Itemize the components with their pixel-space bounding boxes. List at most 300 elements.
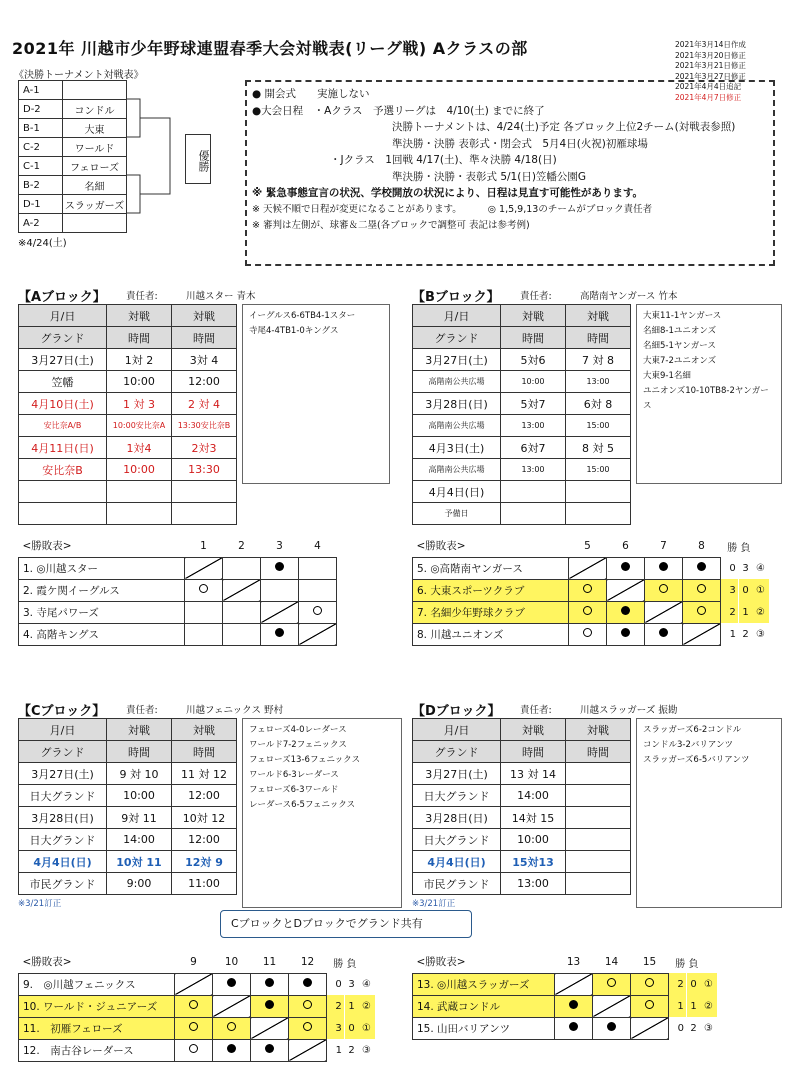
schedule-cell: 10:00 bbox=[107, 785, 172, 807]
bracket-label: 《決勝トーナメント対戦表》 bbox=[14, 70, 144, 81]
schedule-row bbox=[19, 763, 237, 785]
schedule-date-cell: 4月4日(日) bbox=[413, 851, 501, 873]
schedule-header-row bbox=[19, 741, 237, 763]
result-cell bbox=[593, 1017, 631, 1039]
schedule-cell bbox=[501, 481, 566, 503]
schedule-row bbox=[19, 785, 237, 807]
result-line: フェローズ4-0レーダース bbox=[249, 725, 347, 735]
header-time: 時間 bbox=[566, 741, 631, 763]
header-date: 月/日 bbox=[19, 305, 107, 327]
correction-note: ※3/21訂正 bbox=[412, 899, 456, 909]
win-loss-col-header: 3 bbox=[261, 535, 299, 557]
result-cell bbox=[185, 579, 223, 601]
block-header bbox=[412, 700, 792, 718]
result-line: ユニオンズ10-10TB8-2ヤンガース bbox=[643, 386, 769, 411]
loss-mark-icon bbox=[275, 562, 284, 571]
win-loss-col-header: 11 bbox=[251, 951, 289, 973]
result-line: コンドル3-2バリアンツ bbox=[643, 740, 734, 750]
loss-mark-icon bbox=[265, 1044, 274, 1053]
win-loss-row bbox=[413, 1017, 717, 1039]
info-weather: ※ 天候不順で日程が変更になることがあります。 bbox=[252, 203, 462, 215]
bracket-team bbox=[63, 81, 127, 100]
result-cell bbox=[645, 601, 683, 623]
result-line: 大東11-1ヤンガース bbox=[643, 311, 722, 321]
team-name: 6. 大東スポーツクラブ bbox=[413, 579, 569, 601]
schedule-cell: 9 対 10 bbox=[107, 763, 172, 785]
header-time: 時間 bbox=[501, 327, 566, 349]
team-name: 2. 霞ケ関イーグルス bbox=[19, 579, 185, 601]
loss-mark-icon bbox=[621, 628, 630, 637]
responsible-label: 責任者: bbox=[520, 705, 552, 716]
bracket-date: ※4/24(土) bbox=[18, 238, 67, 249]
loss-mark-icon bbox=[697, 562, 706, 571]
losses-count: 2 bbox=[690, 1022, 697, 1034]
win-mark-icon bbox=[645, 1000, 654, 1009]
rank-header bbox=[359, 951, 375, 973]
wins-count: 3 bbox=[721, 579, 739, 601]
schedule-cell bbox=[172, 503, 237, 525]
schedule-row bbox=[413, 459, 631, 481]
info-final-tournament: 決勝トーナメントは、4/24(土)予定 各ブロック上位2チーム(対戦表参照) bbox=[392, 121, 736, 133]
results-box bbox=[242, 718, 402, 908]
win-loss-c bbox=[18, 951, 375, 1062]
result-cell bbox=[185, 623, 223, 645]
winner-box: 優勝 bbox=[185, 134, 211, 184]
result-cell bbox=[223, 579, 261, 601]
win-loss-col-header: 15 bbox=[631, 951, 669, 973]
result-cell bbox=[631, 973, 669, 995]
win-loss-row bbox=[19, 601, 337, 623]
result-line: イーグルス6-6TB4-1スター bbox=[249, 311, 356, 321]
result-line: フェローズ13-6フェニックス bbox=[249, 755, 361, 765]
schedule-row bbox=[413, 349, 631, 371]
result-cell bbox=[175, 1017, 213, 1039]
losses-count: 1 bbox=[687, 995, 701, 1017]
schedule-date-cell: 4月3日(土) bbox=[413, 437, 501, 459]
win-mark-icon bbox=[697, 606, 706, 615]
win-loss-table bbox=[412, 535, 769, 646]
info-umpire: ※ 審判は左側が、球審＆二塁(各ブロックで調整可 表記は参考例) bbox=[252, 220, 530, 231]
schedule-date-cell: 3月27日(土) bbox=[19, 349, 107, 371]
header-match: 対戦 bbox=[501, 719, 566, 741]
loss-mark-icon bbox=[265, 1000, 274, 1009]
team-name: 9. ◎川越フェニックス bbox=[19, 973, 175, 995]
schedule-cell: 13:30 bbox=[172, 459, 237, 481]
bracket-row bbox=[19, 119, 127, 138]
block-name: 【Dブロック】 bbox=[412, 704, 501, 719]
result-cell bbox=[593, 973, 631, 995]
win-loss-row bbox=[413, 973, 717, 995]
wins-count: 1 bbox=[729, 628, 736, 640]
result-cell bbox=[683, 557, 721, 579]
result-cell bbox=[251, 1039, 289, 1061]
result-cell bbox=[213, 973, 251, 995]
win-loss-row bbox=[19, 1017, 375, 1039]
schedule-cell: 12:00 bbox=[172, 371, 237, 393]
schedule-row bbox=[19, 349, 237, 371]
win-mark-icon bbox=[227, 1022, 236, 1031]
schedule-date-cell bbox=[19, 481, 107, 503]
result-cell bbox=[569, 557, 607, 579]
result-cell bbox=[645, 557, 683, 579]
loss-mark-icon bbox=[659, 562, 668, 571]
schedule-cell bbox=[566, 807, 631, 829]
losses-header: 負 bbox=[688, 958, 699, 970]
schedule-cell bbox=[566, 829, 631, 851]
header-match: 対戦 bbox=[172, 719, 237, 741]
schedule-date-cell: 日大グランド bbox=[413, 829, 501, 851]
team-name: 15. 山田バリアンツ bbox=[413, 1017, 555, 1039]
bracket-row bbox=[19, 81, 127, 100]
win-loss-col-header: 5 bbox=[569, 535, 607, 557]
schedule-cell: 13:00 bbox=[501, 873, 566, 895]
block-name: 【Bブロック】 bbox=[412, 290, 500, 305]
win-mark-icon bbox=[189, 1000, 198, 1009]
rank: ② bbox=[359, 995, 375, 1017]
rank: ① bbox=[753, 579, 769, 601]
win-loss-col-header: 4 bbox=[299, 535, 337, 557]
schedule-cell: 13:00 bbox=[501, 459, 566, 481]
header-ground: グランド bbox=[19, 327, 107, 349]
schedule-date-cell: 安比奈A/B bbox=[19, 415, 107, 437]
win-mark-icon bbox=[583, 628, 592, 637]
result-cell bbox=[299, 623, 337, 645]
schedule-cell: 10:00 bbox=[107, 459, 172, 481]
block-header bbox=[18, 286, 398, 304]
schedule-row bbox=[19, 393, 237, 415]
schedule-cell: 1対 2 bbox=[107, 349, 172, 371]
schedule-row bbox=[413, 437, 631, 459]
win-mark-icon bbox=[607, 978, 616, 987]
schedule-row bbox=[19, 851, 237, 873]
win-loss-row bbox=[19, 1039, 375, 1061]
result-cell bbox=[261, 623, 299, 645]
win-loss-row bbox=[413, 623, 769, 645]
schedule-date-cell: 笠幡 bbox=[19, 371, 107, 393]
schedule-header-row bbox=[413, 327, 631, 349]
win-mark-icon bbox=[313, 606, 322, 615]
result-cell bbox=[569, 579, 607, 601]
win-loss-row bbox=[19, 557, 337, 579]
schedule-cell: 14:00 bbox=[107, 829, 172, 851]
result-line: フェローズ6-3ワールド bbox=[249, 785, 339, 795]
schedule-row bbox=[413, 851, 631, 873]
win-mark-icon bbox=[659, 584, 668, 593]
schedule-row bbox=[19, 437, 237, 459]
revision-6: 2021年4月7日修正 bbox=[675, 92, 742, 102]
rank: ④ bbox=[756, 562, 765, 574]
responsible-person: 川越スター 青木 bbox=[186, 291, 256, 302]
responsible-label: 責任者: bbox=[126, 705, 158, 716]
header-ground: グランド bbox=[19, 741, 107, 763]
schedule-date-cell: 市民グランド bbox=[413, 873, 501, 895]
schedule-date-cell: 4月4日(日) bbox=[19, 851, 107, 873]
schedule-cell: 12:00 bbox=[172, 785, 237, 807]
bracket-team: 大東 bbox=[63, 119, 127, 138]
schedule-cell: 10:00安比奈A bbox=[107, 415, 172, 437]
team-name: 10. ワールド・ジュニアーズ bbox=[19, 995, 175, 1017]
schedule-header-row bbox=[19, 305, 237, 327]
win-mark-icon bbox=[583, 584, 592, 593]
result-cell bbox=[223, 557, 261, 579]
bracket-team: ワールド bbox=[63, 138, 127, 157]
bracket-code: B-1 bbox=[19, 119, 63, 138]
rank: ② bbox=[701, 995, 717, 1017]
responsible-person: 川越スラッガーズ 振勘 bbox=[580, 705, 678, 716]
team-name: 12. 南古谷レーダース bbox=[19, 1039, 175, 1061]
schedule-row bbox=[19, 873, 237, 895]
team-name: 11. 初雁フェローズ bbox=[19, 1017, 175, 1039]
loss-mark-icon bbox=[607, 1022, 616, 1031]
result-cell bbox=[289, 1039, 327, 1061]
result-cell bbox=[261, 579, 299, 601]
bracket-team bbox=[63, 214, 127, 233]
wins-count: 0 bbox=[677, 1022, 684, 1034]
info-j-class: ・Jクラス 1回戦 4/17(土)、準々決勝 4/18(日) bbox=[330, 154, 557, 166]
win-mark-icon bbox=[189, 1044, 198, 1053]
schedule-cell: 12:00 bbox=[172, 829, 237, 851]
schedule-header-row bbox=[413, 719, 631, 741]
block-d bbox=[412, 700, 792, 909]
schedule-cell bbox=[566, 503, 631, 525]
result-cell bbox=[555, 995, 593, 1017]
team-name: 3. 寺尾パワーズ bbox=[19, 601, 185, 623]
schedule-date-cell: 高階南公共広場 bbox=[413, 459, 501, 481]
result-cell bbox=[289, 973, 327, 995]
win-loss-row bbox=[19, 623, 337, 645]
result-cell bbox=[607, 623, 645, 645]
schedule-row bbox=[19, 415, 237, 437]
info-semifinal: 準決勝・決勝 表彰式・閉会式 5月4日(火祝)初雁球場 bbox=[392, 137, 648, 150]
win-loss-label: <勝敗表> bbox=[416, 956, 466, 969]
rank-header bbox=[753, 535, 769, 557]
bracket-code: D-1 bbox=[19, 195, 63, 214]
info-j-final: 準決勝・決勝・表彰式 5/1(日)笠幡公園G bbox=[392, 170, 587, 183]
win-loss-col-header: 6 bbox=[607, 535, 645, 557]
win-loss-row bbox=[19, 973, 375, 995]
bracket-code: C-1 bbox=[19, 157, 63, 176]
rank: ③ bbox=[362, 1044, 371, 1056]
result-cell bbox=[683, 601, 721, 623]
schedule-cell: 1対4 bbox=[107, 437, 172, 459]
schedule-cell bbox=[172, 481, 237, 503]
schedule-table bbox=[18, 718, 237, 895]
header-date: 月/日 bbox=[413, 305, 501, 327]
rank: ① bbox=[359, 1017, 375, 1039]
results-box bbox=[636, 718, 782, 908]
bracket-code: D-2 bbox=[19, 100, 63, 119]
team-name: 14. 武蔵コンドル bbox=[413, 995, 555, 1017]
schedule-header-row bbox=[413, 305, 631, 327]
win-loss-row bbox=[413, 995, 717, 1017]
schedule-cell: 8 対 5 bbox=[566, 437, 631, 459]
loss-mark-icon bbox=[227, 1044, 236, 1053]
win-loss-header-row bbox=[413, 535, 769, 557]
schedule-cell: 11:00 bbox=[172, 873, 237, 895]
schedule-date-cell: 市民グランド bbox=[19, 873, 107, 895]
schedule-row bbox=[413, 763, 631, 785]
win-loss-a bbox=[18, 535, 337, 646]
win-mark-icon bbox=[583, 606, 592, 615]
header-time: 時間 bbox=[172, 327, 237, 349]
schedule-cell: 13 対 14 bbox=[501, 763, 566, 785]
schedule-cell: 9:00 bbox=[107, 873, 172, 895]
win-loss-col-header: 7 bbox=[645, 535, 683, 557]
loss-mark-icon bbox=[227, 978, 236, 987]
responsible-label: 責任者: bbox=[126, 291, 158, 302]
schedule-cell: 6対 8 bbox=[566, 393, 631, 415]
schedule-table bbox=[412, 304, 631, 525]
schedule-header-row bbox=[413, 741, 631, 763]
win-loss-label: <勝敗表> bbox=[22, 956, 72, 969]
wins-header: 勝 bbox=[333, 958, 344, 970]
bracket-row bbox=[19, 195, 127, 214]
block-a bbox=[18, 286, 398, 525]
losses-count: 0 bbox=[345, 1017, 359, 1039]
schedule-cell: 14対 15 bbox=[501, 807, 566, 829]
result-line: レーダース6-5フェニックス bbox=[249, 800, 356, 810]
schedule-date-cell: 3月28日(日) bbox=[413, 807, 501, 829]
bracket-team: コンドル bbox=[63, 100, 127, 119]
result-cell bbox=[213, 1039, 251, 1061]
bracket-code: A-2 bbox=[19, 214, 63, 233]
bracket-code: B-2 bbox=[19, 176, 63, 195]
schedule-cell: 2対3 bbox=[172, 437, 237, 459]
schedule-cell: 13:00 bbox=[501, 415, 566, 437]
schedule-cell: 2 対 4 bbox=[172, 393, 237, 415]
schedule-row bbox=[19, 829, 237, 851]
win-loss-header-row bbox=[413, 951, 717, 973]
schedule-date-cell: 3月28日(日) bbox=[413, 393, 501, 415]
losses-count: 2 bbox=[348, 1044, 355, 1056]
wins-count: 0 bbox=[729, 562, 736, 574]
header-date: 月/日 bbox=[413, 719, 501, 741]
block-b bbox=[412, 286, 792, 525]
schedule-table bbox=[412, 718, 631, 895]
schedule-date-cell: 4月4日(日) bbox=[413, 481, 501, 503]
win-loss-row bbox=[19, 579, 337, 601]
result-cell bbox=[289, 995, 327, 1017]
schedule-cell: 13:30安比奈B bbox=[172, 415, 237, 437]
loss-mark-icon bbox=[569, 1022, 578, 1031]
header-date: 月/日 bbox=[19, 719, 107, 741]
schedule-cell: 11 対 12 bbox=[172, 763, 237, 785]
header-match: 対戦 bbox=[172, 305, 237, 327]
results-box bbox=[242, 304, 390, 484]
header-match: 対戦 bbox=[107, 305, 172, 327]
rank: ③ bbox=[704, 1022, 713, 1034]
header-ground: グランド bbox=[413, 327, 501, 349]
losses-count: 1 bbox=[345, 995, 359, 1017]
schedule-date-cell: 日大グランド bbox=[19, 785, 107, 807]
revision-3: 2021年3月21日修正 bbox=[675, 61, 746, 70]
schedule-cell: 13:00 bbox=[566, 371, 631, 393]
schedule-date-cell: 日大グランド bbox=[19, 829, 107, 851]
schedule-row bbox=[413, 785, 631, 807]
results-box bbox=[636, 304, 782, 484]
header-match: 対戦 bbox=[107, 719, 172, 741]
win-loss-col-header: 8 bbox=[683, 535, 721, 557]
schedule-cell: 15対13 bbox=[501, 851, 566, 873]
bracket-code: A-1 bbox=[19, 81, 63, 100]
result-line: 寺尾4-4TB1-0キングス bbox=[249, 326, 339, 336]
schedule-row bbox=[19, 371, 237, 393]
wins-count: 1 bbox=[335, 1044, 342, 1056]
schedule-cell: 10対 12 bbox=[172, 807, 237, 829]
schedule-cell: 14:00 bbox=[501, 785, 566, 807]
win-loss-table bbox=[18, 951, 375, 1062]
win-loss-row bbox=[413, 579, 769, 601]
schedule-cell: 10対 11 bbox=[107, 851, 172, 873]
schedule-row bbox=[413, 829, 631, 851]
rank: ② bbox=[753, 601, 769, 623]
loss-mark-icon bbox=[659, 628, 668, 637]
info-ceremony: ● 開会式 実施しない bbox=[252, 88, 370, 100]
schedule-date-cell: 4月10日(土) bbox=[19, 393, 107, 415]
team-name: 8. 川越ユニオンズ bbox=[413, 623, 569, 645]
result-cell bbox=[645, 623, 683, 645]
bracket-row bbox=[19, 176, 127, 195]
responsible-person: 高階南ヤンガース 竹本 bbox=[580, 291, 678, 302]
loss-mark-icon bbox=[265, 978, 274, 987]
result-cell bbox=[175, 995, 213, 1017]
result-line: スラッガーズ6-2コンドル bbox=[643, 725, 742, 735]
team-name: 5. ◎高階南ヤンガース bbox=[413, 557, 569, 579]
schedule-row bbox=[19, 503, 237, 525]
bracket-table bbox=[18, 80, 127, 233]
win-loss-row bbox=[413, 601, 769, 623]
win-loss-label: <勝敗表> bbox=[416, 540, 466, 553]
result-cell bbox=[299, 601, 337, 623]
bracket-row bbox=[19, 138, 127, 157]
rank: ① bbox=[701, 973, 717, 995]
schedule-row bbox=[413, 503, 631, 525]
losses-count: 0 bbox=[739, 579, 753, 601]
result-cell bbox=[261, 601, 299, 623]
info-text bbox=[252, 86, 772, 235]
schedule-cell: 15:00 bbox=[566, 415, 631, 437]
schedule-cell: 10:00 bbox=[501, 829, 566, 851]
loss-mark-icon bbox=[303, 978, 312, 987]
schedule-date-cell: 3月28日(日) bbox=[19, 807, 107, 829]
win-loss-col-header: 1 bbox=[185, 535, 223, 557]
schedule-cell bbox=[566, 481, 631, 503]
losses-count: 3 bbox=[742, 562, 749, 574]
bracket-team: フェローズ bbox=[63, 157, 127, 176]
bracket-team: スラッガーズ bbox=[63, 195, 127, 214]
wins-count: 2 bbox=[721, 601, 739, 623]
team-name: 7. 名細少年野球クラブ bbox=[413, 601, 569, 623]
header-ground: グランド bbox=[413, 741, 501, 763]
win-loss-d bbox=[412, 951, 717, 1040]
losses-header: 負 bbox=[740, 542, 751, 554]
rank: ④ bbox=[362, 978, 371, 990]
result-cell bbox=[223, 623, 261, 645]
schedule-date-cell: 4月11日(日) bbox=[19, 437, 107, 459]
schedule-cell: 5対7 bbox=[501, 393, 566, 415]
win-loss-row bbox=[19, 995, 375, 1017]
result-cell bbox=[213, 1017, 251, 1039]
header-time: 時間 bbox=[172, 741, 237, 763]
schedule-cell: 5対6 bbox=[501, 349, 566, 371]
result-cell bbox=[251, 973, 289, 995]
schedule-date-cell: 日大グランド bbox=[413, 785, 501, 807]
loss-mark-icon bbox=[569, 1000, 578, 1009]
win-mark-icon bbox=[303, 1022, 312, 1031]
result-cell bbox=[213, 995, 251, 1017]
schedule-cell: 15:00 bbox=[566, 459, 631, 481]
revision-5: 2021年4月4日追記 bbox=[675, 82, 742, 91]
